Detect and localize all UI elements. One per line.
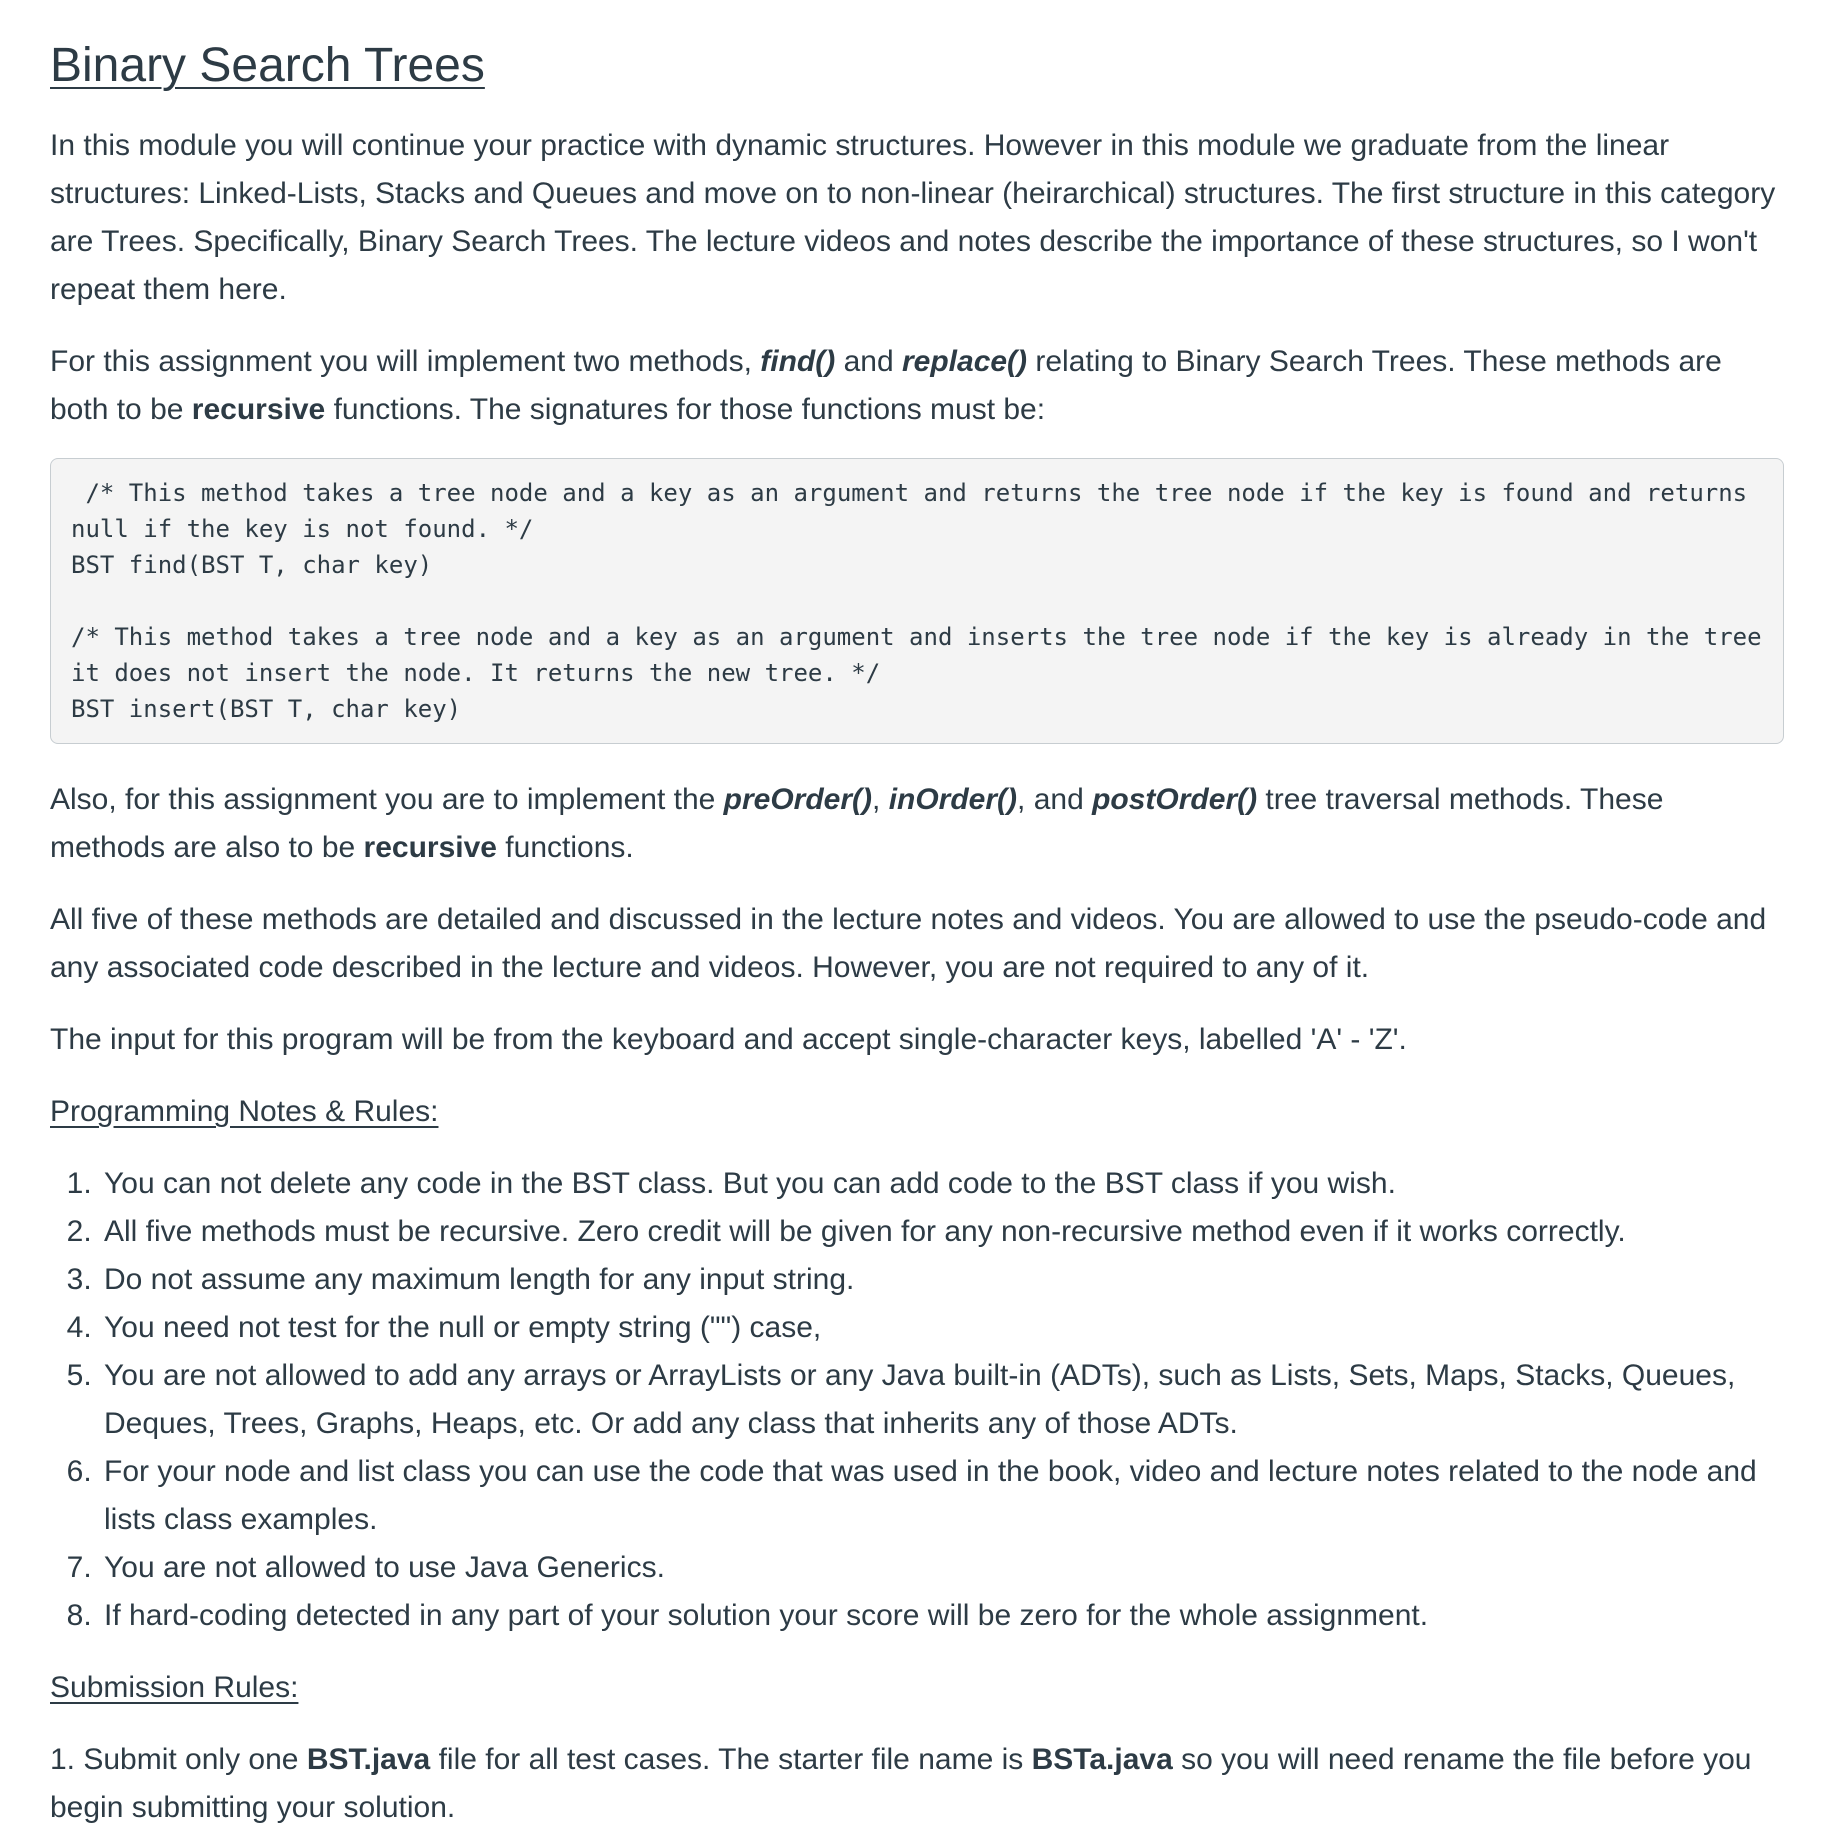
assignment-paragraph: For this assignment you will implement two methods, find() and replace() relating to Binary Search Trees. These methods are both to be recursive functions. The signatures for those functions must be: (50, 345, 1722, 426)
submission-paragraph: 1. Submit only one BST.java file for all test cases. The starter file name is BSTa.java so you will need rename the file before you begin submitting your solution. (50, 1743, 1752, 1824)
rule-item: 8. If hard-coding detected in any part of your solution your score will be zero for the whole assignment. (100, 1592, 1784, 1640)
rule-item: 1. You can not delete any code in the BST class. But you can add code to the BST class if you wish. (100, 1160, 1784, 1208)
programming-notes-heading: Programming Notes & Rules: (50, 1095, 439, 1128)
inorder-method: inOrder() (888, 783, 1018, 816)
recursive-emphasis: recursive (191, 393, 326, 426)
bsta-java-filename: BSTa.java (1031, 1743, 1173, 1776)
rule-item: 3. Do not assume any maximum length for any input string. (100, 1256, 1784, 1304)
bst-java-filename: BST.java (306, 1743, 431, 1776)
rule-item: 5. You are not allowed to add any arrays or ArrayLists or any Java built-in (ADTs), such as Lists, Sets, Maps, Stacks, Queues, Deques, Trees, Graphs, Heaps, etc. Or add any class that inherits any of those ADTs. (100, 1352, 1784, 1448)
rule-item: 2. All five methods must be recursive. Zero credit will be given for any non-recursive method even if it works correctly. (100, 1208, 1784, 1256)
input-paragraph: The input for this program will be from the keyboard and accept single-character keys, labelled 'A' - 'Z'. (50, 1023, 1407, 1056)
replace-method: replace() (901, 345, 1028, 378)
rule-item: 6. For your node and list class you can use the code that was used in the book, video and lecture notes related to the node and lists class examples. (100, 1448, 1784, 1544)
rules-list (50, 1160, 1784, 1640)
traversal-paragraph: Also, for this assignment you are to implement the preOrder(), inOrder(), and postOrder() tree traversal methods. These methods are also to be recursive functions. (50, 783, 1664, 864)
all-five-paragraph: All five of these methods are detailed and discussed in the lecture notes and videos. You are allowed to use the pseudo-code and any associated code described in the lecture and videos. However, you are not required to any of it. (50, 903, 1767, 984)
code-block: /* This method takes a tree node and a key as an argument and returns the tree node if the key is found and returns null if the key is not found. */ BST find(BST T, char key) /* This method takes a tree node and a key as an argument and inserts the tree node if the key is already in the tree it does not insert the node. It returns the new tree. */ BST insert(BST T, char key) (50, 458, 1784, 744)
recursive-emphasis: recursive (363, 831, 497, 864)
preorder-method: preOrder() (723, 783, 873, 816)
page-title: Binary Search Trees (50, 39, 485, 92)
rule-item: 7. You are not allowed to use Java Generics. (100, 1544, 1784, 1592)
find-method: find() (760, 345, 836, 378)
intro-paragraph: In this module you will continue your practice with dynamic structures. However in this module we graduate from the linear structures: Linked-Lists, Stacks and Queues and move on to non-linear (heirarchical) structures. The first structure in this category are Trees. Specifically, Binary Search Trees. The lecture videos and notes describe the importance of these structures, so I won't repeat them here. (50, 129, 1776, 306)
postorder-method: postOrder() (1092, 783, 1258, 816)
rule-item: 4. You need not test for the null or empty string ("") case, (100, 1304, 1784, 1352)
submission-rules-heading: Submission Rules: (50, 1671, 299, 1704)
